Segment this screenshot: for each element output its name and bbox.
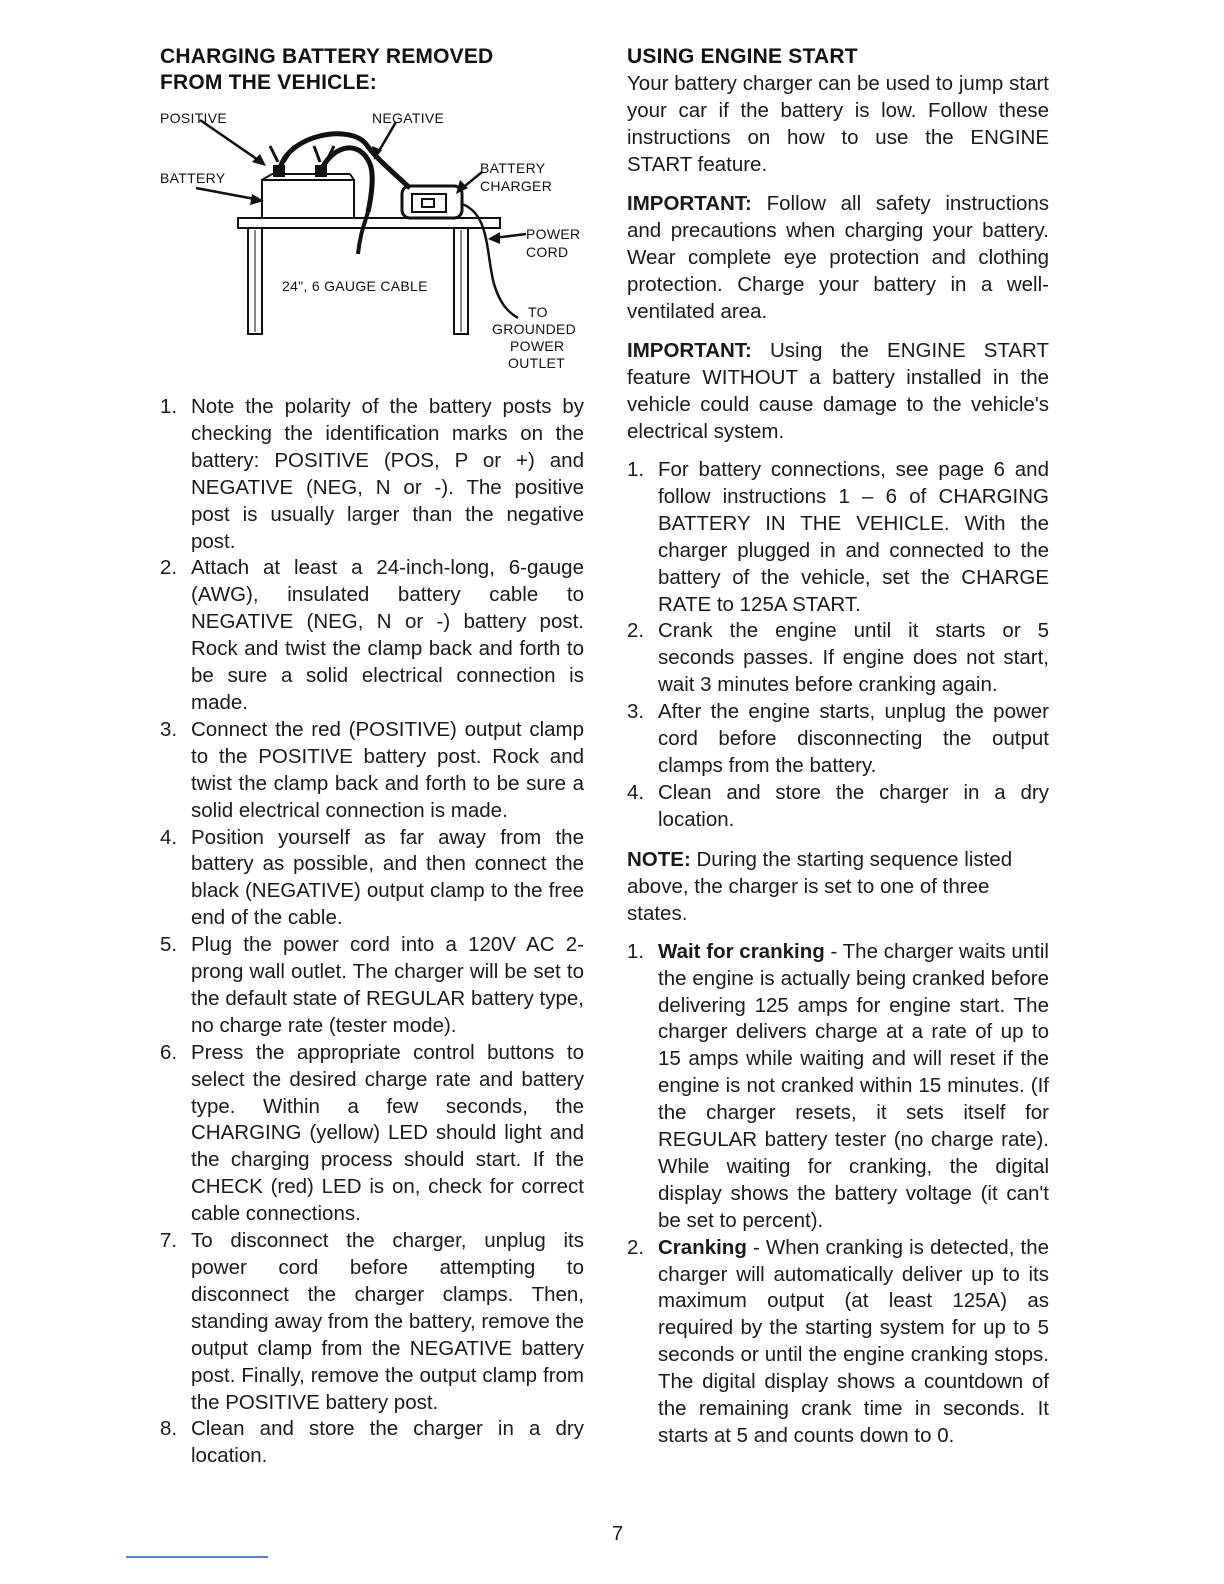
engine-start-steps-list bbox=[627, 457, 1049, 834]
list-item: 4. Position yourself as far away from the battery as possible, and then connect the black (NEGATIVE) output clamp to the free end of the cable. bbox=[160, 825, 584, 930]
label-outlet-4: OUTLET bbox=[508, 355, 566, 371]
list-item: 2. Crank the engine until it starts or 5 seconds passes. If engine does not start, wait 3 minutes before cranking again. bbox=[627, 619, 1049, 697]
right-column bbox=[627, 44, 1049, 1450]
list-item: 3. Connect the red (POSITIVE) output clamp to the POSITIVE battery post. Rock and twist the clamp back and forth to be sure a solid electrical connection is made. bbox=[160, 717, 584, 822]
list-item: 1. For battery connections, see page 6 and follow instructions 1 – 6 of CHARGING BATTERY IN THE VEHICLE. With the charger plugged in and connected to the battery of the vehicle, set the CHARGE RATE to 125A START. bbox=[627, 458, 1049, 616]
list-item: 2. Attach at least a 24-inch-long, 6-gauge (AWG), insulated battery cable to NEGATIVE (NEG, N or -) battery post. Rock and twist the clamp back and forth to be sure a solid electrical connection is made. bbox=[160, 556, 584, 714]
page-number: 7 bbox=[612, 1523, 624, 1545]
battery-charging-diagram bbox=[160, 104, 590, 382]
removed-steps-list bbox=[160, 394, 584, 1470]
list-item: 8. Clean and store the charger in a dry location. bbox=[160, 1417, 584, 1468]
list-item: 5. Plug the power cord into a 120V AC 2-prong wall outlet. The charger will be set to the default state of REGULAR battery type, no charge rate (tester mode). bbox=[160, 933, 584, 1037]
label-power-cord-2: CORD bbox=[526, 244, 569, 260]
list-item: 7. To disconnect the charger, unplug its power cord before attempting to disconnect the charger clamps. Then, standing away from the battery, remove the output clamp from the NEGATIVE battery post. Finally, remove the output clamp from the POSITIVE battery post. bbox=[160, 1229, 584, 1414]
list-item: 6. Press the appropriate control buttons to select the desired charge rate and battery type. Within a few seconds, the CHARGING (yellow) LED should light and the charging process should start. If the CHECK (red) LED is on, check for correct cable connections. bbox=[160, 1040, 584, 1226]
label-outlet-2: GROUNDED bbox=[492, 321, 577, 337]
important-paragraph-2: IMPORTANT: Using the ENGINE START feature WITHOUT a battery installed in the vehicle could cause damage to the vehicle's electrical system. bbox=[627, 339, 1049, 443]
charger-states-list bbox=[627, 939, 1049, 1450]
list-item: 1. Wait for cranking - The charger waits until the engine is actually being cranked before delivering 125 amps for engine start. The charger delivers charge at a rate of up to 15 amps while waiting and will reset if the engine is not cranked within 15 minutes. (If the charger resets, it sets itself for REGULAR battery tester (no charge rate). While waiting for cranking, the digital display shows the battery voltage (it can't be set to percent). bbox=[627, 939, 1049, 1232]
section-heading-removed: CHARGING BATTERY REMOVED FROM THE VEHICLE: bbox=[160, 45, 494, 94]
footer-rule bbox=[126, 1556, 268, 1558]
label-positive: POSITIVE bbox=[160, 110, 227, 126]
label-outlet-3: POWER bbox=[510, 338, 565, 354]
list-item: 3. After the engine starts, unplug the power cord before disconnecting the output clamps from the battery. bbox=[627, 700, 1049, 777]
list-item: 1. Note the polarity of the battery posts by checking the identification marks on the battery: POSITIVE (POS, P or +) and NEGATIVE (NEG, N or -). The positive post is usually larger than the negative post. bbox=[160, 395, 584, 553]
label-power-cord-1: POWER bbox=[526, 226, 581, 242]
list-item: 2. Cranking - When cranking is detected, the charger will automatically deliver up to its maximum output (at least 125A) as required by the starting system for up to 5 seconds or until the engine cranking stops. The digital display shows a countdown of the remaining crank time in seconds. It starts at 5 and counts down to 0. bbox=[627, 1235, 1049, 1447]
label-outlet-1: TO bbox=[528, 304, 548, 320]
label-battery-charger-1: BATTERY bbox=[480, 160, 546, 176]
label-battery-charger-2: CHARGER bbox=[480, 178, 553, 194]
left-column bbox=[160, 44, 584, 1470]
label-battery: BATTERY bbox=[160, 170, 226, 186]
label-cable: 24", 6 GAUGE CABLE bbox=[282, 278, 428, 294]
label-negative: NEGATIVE bbox=[372, 110, 445, 126]
important-paragraph-1: IMPORTANT: Follow all safety instructions and precautions when charging your battery. Wear complete eye protection and clothing protection. Charge your battery in a well-ventilated area. bbox=[627, 192, 1049, 323]
note-paragraph: NOTE: During the starting sequence listed above, the charger is set to one of three states. bbox=[627, 847, 1013, 925]
list-item: 4. Clean and store the charger in a dry location. bbox=[627, 780, 1049, 831]
intro-paragraph: Your battery charger can be used to jump start your car if the battery is low. Follow these instructions on how to use the ENGINE START feature. bbox=[627, 72, 1049, 176]
section-heading-engine-start: USING ENGINE START bbox=[627, 45, 858, 68]
